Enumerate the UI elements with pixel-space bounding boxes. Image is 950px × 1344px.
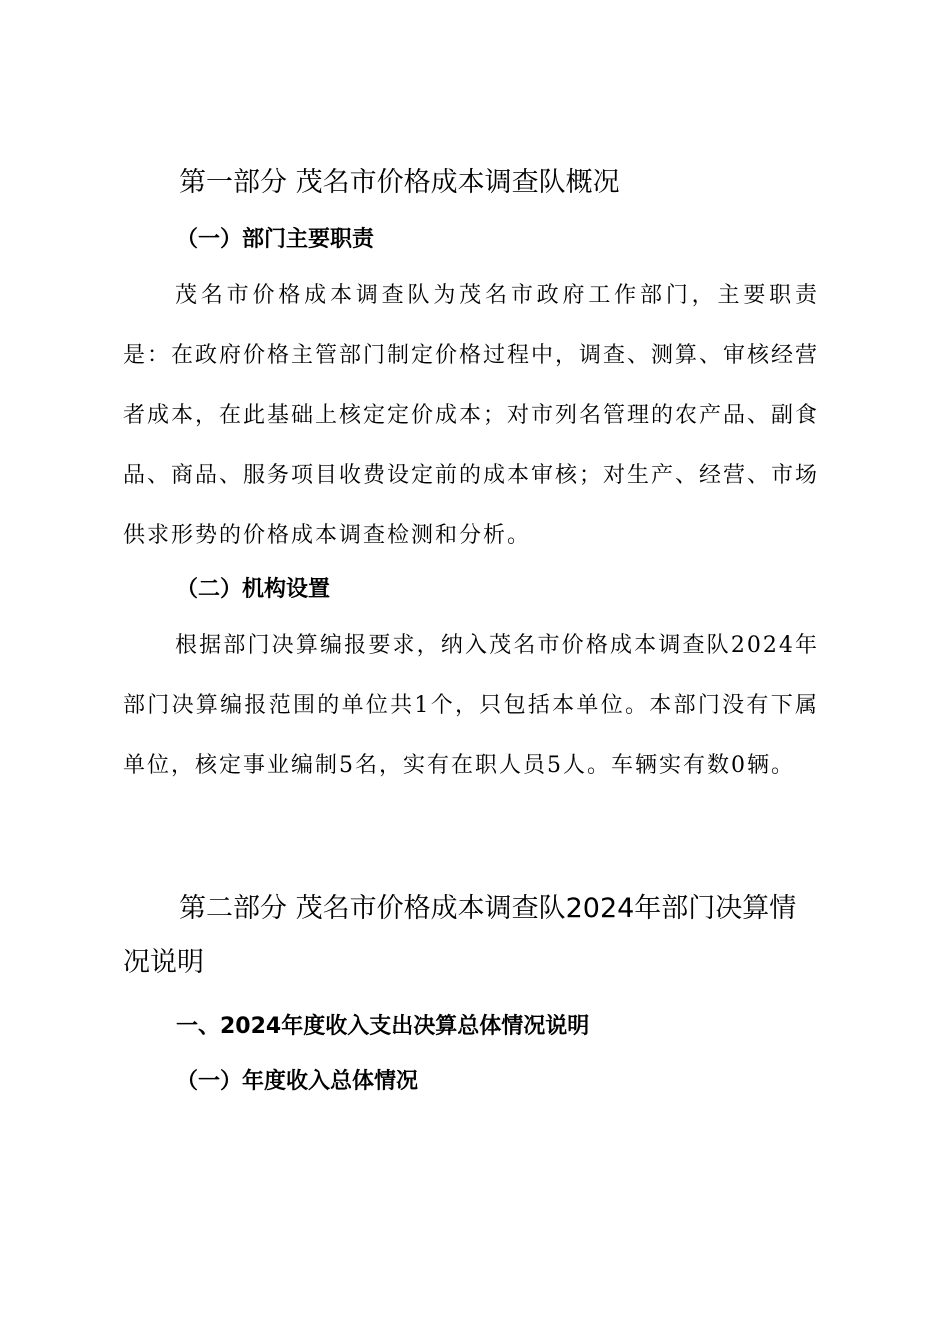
section1-heading: （一）部门主要职责 — [176, 227, 375, 252]
section1-body: 茂名市价格成本调查队为茂名市政府工作部门，主要职责是：在政府价格主管部门制定价格过程中，调查、测算、审核经营者成本，在此基础上核定定价成本；对市列名管理的农产品、副食品、商品、服务项目收费设定前的成本审核；对生产、经营、市场供求形势的价格成本调查检测和分析。 — [123, 283, 820, 548]
section2-body: 根据部门决算编报要求，纳入茂名市价格成本调查队2024年部门决算编报范围的单位共1个，只包括本单位。本部门没有下属单位，核定事业编制5名，实有在职人员5人。车辆实有数0辆。 — [123, 633, 819, 778]
part2-heading-income-overview: （一）年度收入总体情况 — [176, 1069, 419, 1094]
part2-title: 第二部分 茂名市价格成本调查队2024年部门决算情况说明 — [123, 893, 797, 978]
part2-heading-income-expense: 一、2024年度收入支出决算总体情况说明 — [176, 1014, 590, 1039]
section2-heading: （二）机构设置 — [176, 577, 331, 602]
part1-title: 第一部分 茂名市价格成本调查队概况 — [179, 167, 620, 198]
